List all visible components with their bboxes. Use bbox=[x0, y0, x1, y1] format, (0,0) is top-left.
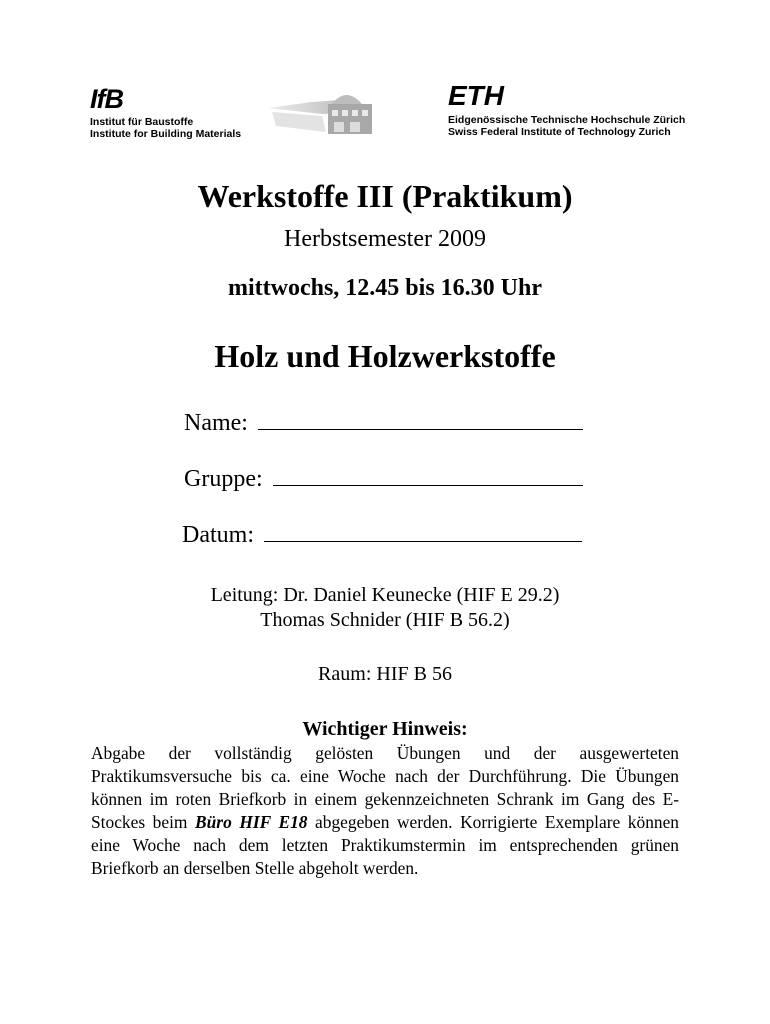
eth-logo bbox=[448, 82, 685, 138]
course-title: Werkstoffe III (Praktikum) bbox=[197, 178, 573, 214]
notice-text-after: abgegeben werden. Korrigierte Exemplare können eine Woche nach dem letzten Praktikumstermin im entsprechenden grünen Briefkorb an derselben Stelle abgeholt werden. bbox=[91, 812, 679, 878]
notice-emphasis: Büro HIF E18 bbox=[195, 812, 308, 832]
course-semester: Herbstsemester 2009 bbox=[284, 226, 486, 252]
eth-logo-mark: ETH bbox=[448, 80, 504, 111]
group-label: Gruppe: bbox=[184, 466, 263, 492]
staff-line-1: Leitung: Dr. Daniel Keunecke (HIF E 29.2) bbox=[210, 584, 560, 606]
notice-body bbox=[91, 742, 679, 880]
date-label: Datum: bbox=[182, 522, 254, 548]
name-label: Name: bbox=[184, 410, 248, 436]
name-field bbox=[184, 408, 583, 438]
group-line[interactable] bbox=[273, 467, 583, 486]
building-illustration bbox=[262, 82, 382, 142]
ifb-logo-mark: IfB bbox=[90, 84, 123, 114]
course-time: mittwochs, 12.45 bis 16.30 Uhr bbox=[227, 275, 542, 301]
eth-line-2: Swiss Federal Institute of Technology Zurich bbox=[448, 126, 671, 138]
name-line[interactable] bbox=[258, 411, 583, 430]
staff-line-2: Thomas Schnider (HIF B 56.2) bbox=[260, 609, 510, 631]
ifb-line-2: Institute for Building Materials bbox=[90, 128, 242, 140]
room-info: Raum: HIF B 56 bbox=[318, 663, 452, 685]
notice-text-before: Abgabe der vollständig gelösten Übungen und der ausgewerteten Praktikumsversuche bis ca. eine Woche nach der Durchführung. Die Übungen können im roten Briefkorb in einem gekennzeichneten Schrank im Gang des E-Stockes beim bbox=[91, 743, 679, 832]
course-subject: Holz und Holzwerkstoffe bbox=[214, 338, 556, 374]
notice-title: Wichtiger Hinweis: bbox=[302, 718, 468, 740]
ifb-logo bbox=[90, 86, 241, 140]
ifb-line-1: Institut für Baustoffe bbox=[90, 116, 194, 128]
building-icon bbox=[262, 82, 382, 142]
eth-line-1: Eidgenössische Technische Hochschule Zürich bbox=[448, 114, 686, 126]
group-field bbox=[184, 464, 583, 494]
date-field bbox=[182, 520, 582, 550]
date-line[interactable] bbox=[264, 523, 582, 542]
